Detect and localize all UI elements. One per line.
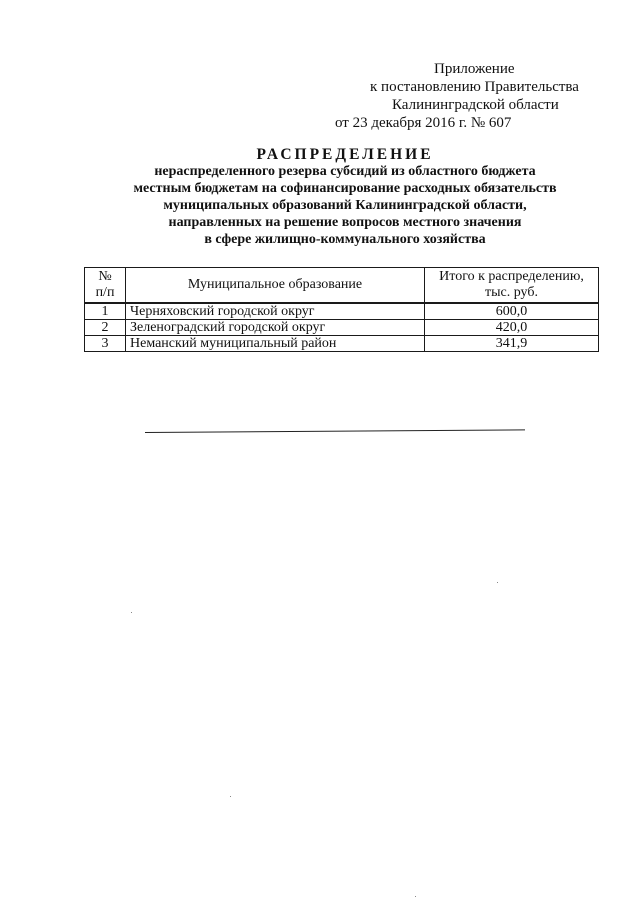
scan-speck — [497, 582, 498, 583]
row-total: 341,9 — [425, 336, 599, 352]
subtitle-line: нераспределенного резерва субсидий из областного бюджета — [154, 164, 536, 179]
distribution-table — [84, 267, 599, 352]
appendix-line-1: Приложение — [434, 61, 515, 77]
appendix-line-4: от 23 декабря 2016 г. № 607 — [335, 115, 512, 131]
row-municipality: Зеленоградский городской округ — [126, 320, 425, 336]
header-municipality: Муниципальное образование — [126, 268, 425, 304]
row-municipality: Неманский муниципальный район — [126, 336, 425, 352]
header-total-line-1: Итого к распределению, — [439, 269, 584, 284]
scan-speck — [415, 896, 416, 897]
appendix-block — [330, 60, 600, 132]
header-total-line-2: тыс. руб. — [485, 285, 538, 300]
appendix-line-2: к постановлению Правительства — [370, 79, 579, 95]
scan-speck — [230, 796, 231, 797]
table-row — [85, 320, 599, 336]
row-total: 420,0 — [425, 320, 599, 336]
table-body — [85, 303, 599, 352]
row-total: 600,0 — [425, 303, 599, 320]
row-municipality: Черняховский городской округ — [126, 303, 425, 320]
table-header — [85, 268, 599, 304]
header-num-line-1: № — [98, 269, 112, 284]
table-row — [85, 303, 599, 320]
subtitle-line: муниципальных образований Калининградской области, — [163, 198, 527, 213]
subtitle-line: местным бюджетам на софинансирование расходных обязательств — [133, 181, 557, 196]
header-total — [425, 268, 599, 304]
header-num-line-2: п/п — [95, 285, 115, 300]
row-num: 2 — [85, 320, 126, 336]
scan-speck — [131, 612, 132, 613]
appendix-line-3: Калининградской области — [392, 97, 559, 113]
subtitle-line: в сфере жилищно-коммунального хозяйства — [204, 232, 486, 247]
table-row — [85, 336, 599, 352]
subtitle-line: направленных на решение вопросов местного значения — [168, 215, 522, 230]
closing-rule — [145, 429, 525, 433]
row-num: 1 — [85, 303, 126, 320]
document-subtitle — [0, 163, 640, 248]
header-num — [85, 268, 126, 304]
row-num: 3 — [85, 336, 126, 352]
document-title: РАСПРЕДЕЛЕНИЕ — [256, 146, 434, 163]
table-header-row — [85, 268, 599, 304]
